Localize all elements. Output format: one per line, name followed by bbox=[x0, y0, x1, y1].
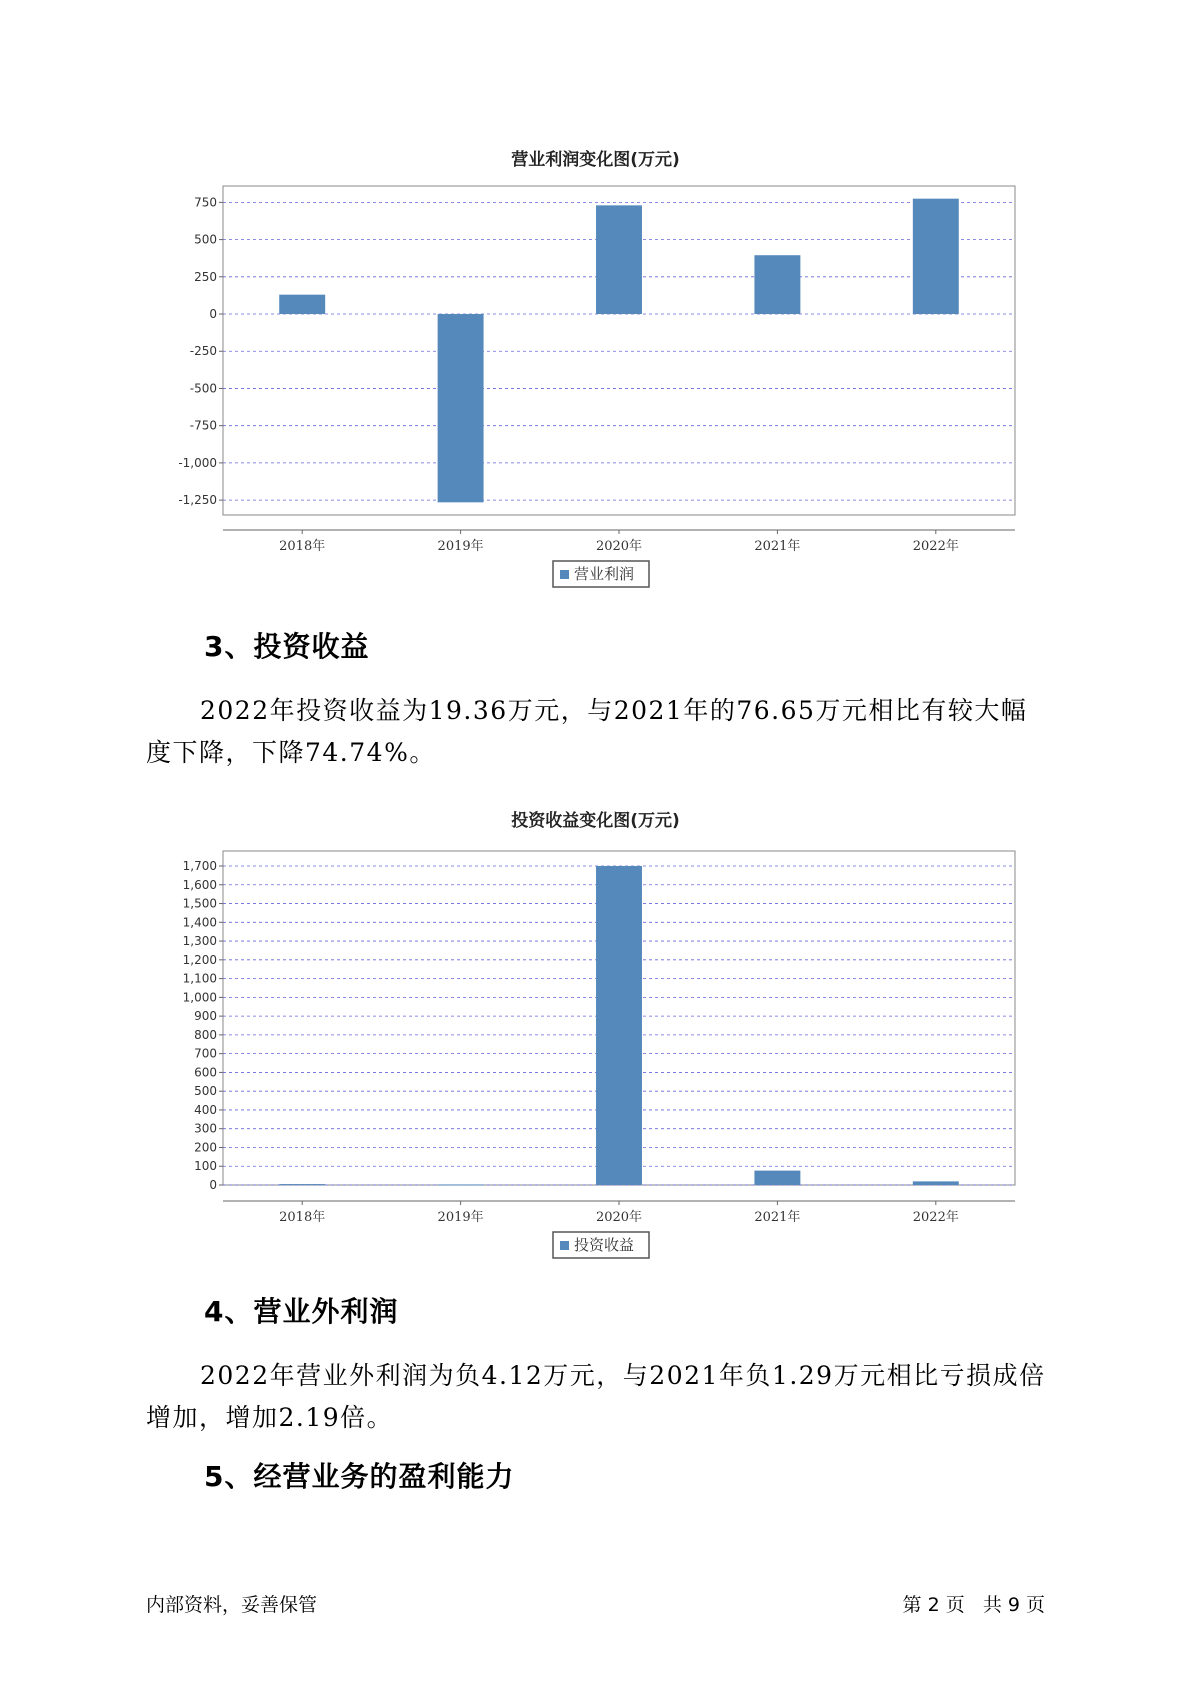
y-tick-label: 500 bbox=[194, 232, 217, 247]
y-tick-label: 1,100 bbox=[182, 971, 217, 986]
bar bbox=[279, 1184, 325, 1185]
y-tick-label: 600 bbox=[194, 1065, 217, 1080]
y-tick-label: 0 bbox=[209, 1178, 217, 1192]
footer-confidential-note: 内部资料，妥善保管 bbox=[146, 1594, 318, 1616]
x-tick-label: 2020年 bbox=[595, 539, 643, 554]
y-tick-label: 1,700 bbox=[182, 859, 217, 874]
bar bbox=[754, 1171, 800, 1185]
y-tick-label: 500 bbox=[194, 1084, 217, 1099]
y-tick-label: 1,500 bbox=[182, 896, 217, 911]
x-tick-label: 2018年 bbox=[279, 1210, 326, 1225]
y-tick-label: 300 bbox=[194, 1121, 217, 1136]
y-tick-label: 200 bbox=[194, 1140, 217, 1155]
section-heading-investment-income: 3、投资收益 bbox=[204, 630, 370, 663]
bar bbox=[913, 1181, 959, 1185]
y-tick-label: -750 bbox=[189, 418, 217, 433]
y-tick-label: 1,200 bbox=[182, 952, 217, 967]
y-tick-label: 100 bbox=[194, 1159, 217, 1174]
bar bbox=[596, 866, 642, 1185]
section-paragraph-investment-income: 2022年投资收益为19.36万元，与2021年的76.65万元相比有较大幅度下降，下降74.74%。 bbox=[146, 696, 1028, 767]
y-tick-label: -500 bbox=[189, 381, 217, 396]
x-tick-label: 2022年 bbox=[912, 1210, 959, 1225]
legend-label: 营业利润 bbox=[574, 565, 635, 583]
footer-page-number: 第 2 页 共 9 页 bbox=[902, 1594, 1045, 1616]
x-tick-label: 2018年 bbox=[279, 539, 326, 554]
x-tick-label: 2020年 bbox=[595, 1210, 643, 1225]
section-paragraph-non-operating-profit: 2022年营业外利润为负4.12万元，与2021年负1.29万元相比亏损成倍增加，增加2.19倍。 bbox=[146, 1361, 1046, 1432]
section-heading-non-operating-profit: 4、营业外利润 bbox=[204, 1295, 399, 1328]
y-tick-label: 700 bbox=[194, 1046, 217, 1061]
y-tick-label: -250 bbox=[189, 344, 217, 359]
y-tick-label: 900 bbox=[194, 1009, 217, 1024]
legend-label: 投资收益 bbox=[574, 1236, 635, 1254]
section-heading-operating-profitability: 5、经营业务的盈利能力 bbox=[204, 1460, 515, 1493]
chart-title-operating-profit: 营业利润变化图(万元) bbox=[511, 150, 680, 170]
x-tick-label: 2019年 bbox=[437, 1210, 484, 1225]
legend-swatch bbox=[560, 1241, 569, 1250]
y-tick-label: 1,400 bbox=[182, 915, 217, 930]
chart-title-investment-income: 投资收益变化图(万元) bbox=[511, 811, 680, 831]
x-tick-label: 2021年 bbox=[754, 539, 801, 554]
y-tick-label: 1,300 bbox=[182, 934, 217, 949]
x-tick-label: 2021年 bbox=[754, 1210, 801, 1225]
x-tick-label: 2019年 bbox=[437, 539, 484, 554]
y-tick-label: 0 bbox=[209, 307, 217, 322]
y-tick-label: 750 bbox=[194, 195, 217, 210]
y-tick-label: 250 bbox=[194, 269, 217, 284]
x-tick-label: 2022年 bbox=[912, 539, 959, 554]
y-tick-label: 1,000 bbox=[182, 990, 217, 1005]
y-tick-label: 400 bbox=[194, 1102, 217, 1117]
y-tick-label: -1,250 bbox=[178, 493, 217, 508]
y-tick-label: 800 bbox=[194, 1027, 217, 1042]
y-tick-label: -1,000 bbox=[178, 455, 217, 470]
bar bbox=[438, 1184, 484, 1185]
y-tick-label: 1,600 bbox=[182, 877, 217, 892]
